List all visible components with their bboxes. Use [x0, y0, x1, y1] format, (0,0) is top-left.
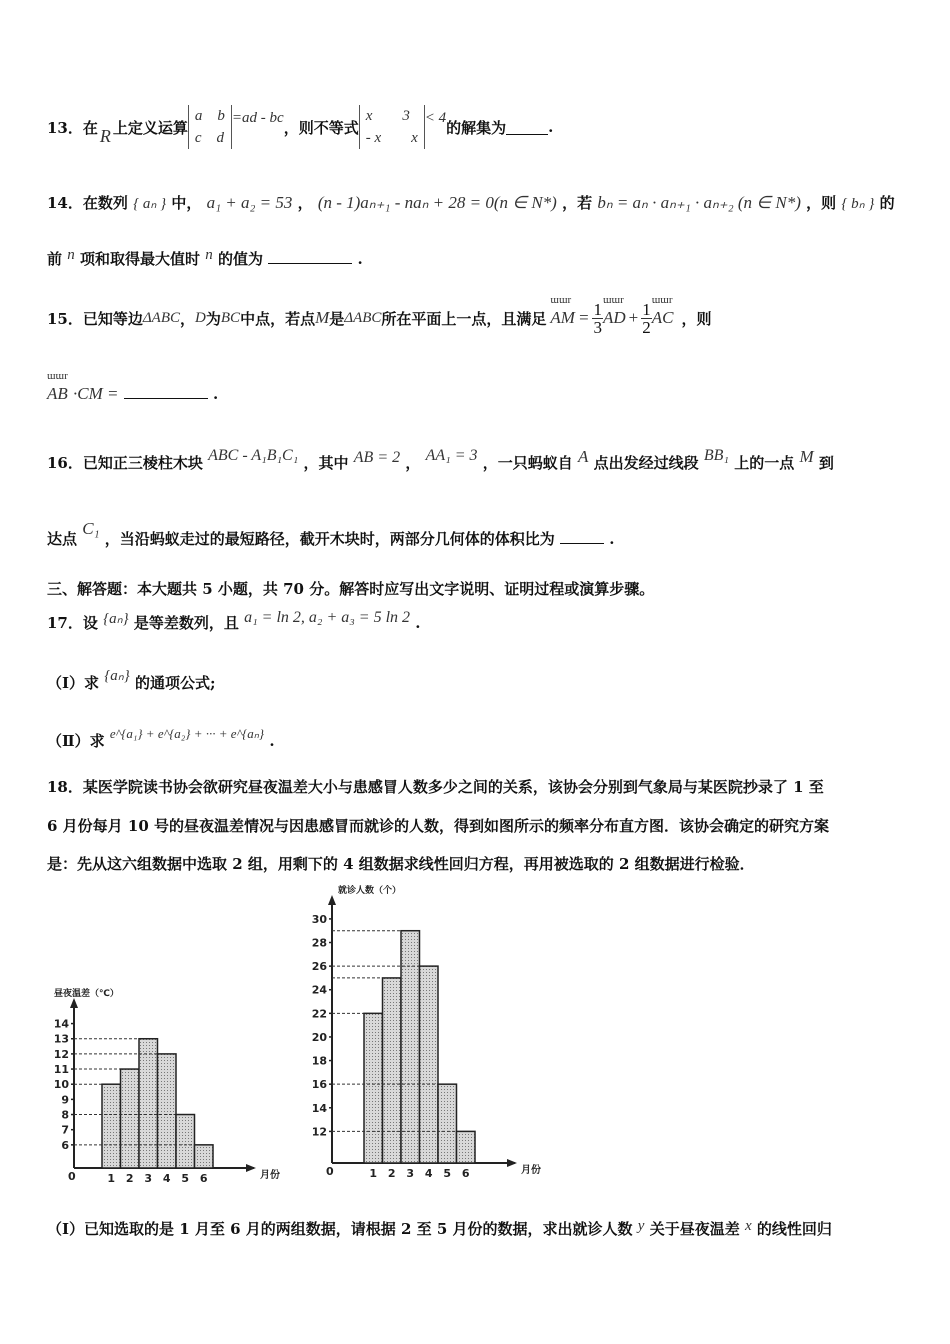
vector-am: ɯɯr AM: [550, 308, 575, 328]
q15-equals: =: [577, 308, 590, 327]
y-axis-label: 就诊人数（个）: [338, 886, 402, 896]
y-tick-label: 7: [61, 1123, 69, 1137]
q17-part1-text: 的通项公式;: [134, 674, 216, 692]
q18-part1-text3: 的线性回归: [756, 1220, 832, 1238]
q17-condition: a₁ = ln 2, a₂ + a₃ = 5 ln 2: [244, 609, 411, 626]
q14-text3: ，则: [806, 194, 837, 212]
x-tick-label: 5: [181, 1172, 190, 1185]
temperature-chart: [44, 970, 284, 1190]
q15-triangle: ΔABC: [142, 309, 181, 326]
q17-text: 是等差数列，且: [133, 614, 239, 632]
x-tick-label: 2: [387, 1167, 396, 1180]
q13-less-than: < 4: [424, 109, 447, 126]
q13-text3: 的解集为: [446, 118, 507, 137]
q14-recurrence: (n - 1)aₙ₊₁ - naₙ + 28 = 0(n ∈ N*): [317, 193, 557, 212]
question-18-part1: [47, 1218, 832, 1239]
bar: [401, 931, 420, 1163]
question-13: [47, 102, 553, 152]
y-tick-label: 11: [53, 1063, 69, 1077]
y-tick-label: 18: [311, 1054, 327, 1068]
y-tick-label: 16: [311, 1078, 327, 1092]
q13-period: .: [548, 118, 554, 136]
q17-period: .: [269, 732, 275, 750]
question-14-line2: [47, 248, 363, 269]
x-tick-label: 1: [369, 1167, 378, 1180]
question-15: [47, 290, 711, 346]
q15-comma: ，: [180, 309, 196, 328]
q16-point-m: M: [799, 447, 814, 466]
q14-number: 14．在数列: [47, 194, 128, 212]
q15-point-m: M: [315, 308, 330, 327]
vector-ac: ɯɯr AC: [652, 308, 674, 328]
bar: [158, 1054, 177, 1168]
q17-period: .: [415, 614, 421, 632]
q14-text7: 的值为: [217, 250, 263, 268]
q16-text7: ，当沿蚂蚁走过的最短路径，截开木块时，两部分几何体的体积比为: [104, 530, 555, 548]
y-axis-arrow: [70, 998, 78, 1008]
y-tick-label: 30: [311, 912, 327, 926]
q16-ab: AB = 2: [353, 449, 401, 466]
bar: [457, 1131, 476, 1163]
answer-blank[interactable]: [268, 249, 352, 264]
q14-sequence: { aₙ }: [133, 196, 167, 212]
y-tick-label: 12: [53, 1047, 69, 1061]
q16-prism: ABC - A₁B₁C₁: [208, 447, 299, 464]
bar: [438, 1084, 457, 1163]
q15-period: .: [212, 385, 219, 403]
x-tick-label: 6: [461, 1167, 470, 1180]
q14-bn-def: bₙ = aₙ · aₙ₊₁ · aₙ₊₂ (n ∈ N*): [597, 193, 801, 212]
q15-point-d: D: [195, 309, 206, 326]
fraction-one-half: $\frac{1}{2}$: [642, 299, 651, 337]
question-15-line2: [47, 384, 218, 404]
q15-text3: 是: [329, 309, 345, 328]
question-17-part2: [47, 726, 275, 751]
q18-var-y: y: [637, 1218, 645, 1234]
question-18-line1: 18．某医学院读书协会欲研究昼夜温差大小与患感冒人数多少之间的关系，该协会分别到气象局与某医院抄录了 1 至: [47, 778, 824, 796]
q17-part1-seq: {aₙ}: [104, 668, 130, 684]
question-18-line2: 6 月份每月 10 号的昼夜温差情况与因患感冒而就诊的人数，得到如图所示的频率分布直方图．该协会确定的研究方案: [47, 817, 829, 835]
origin-label: 0: [68, 1170, 76, 1183]
question-16-line2: [47, 519, 615, 549]
q14-text6: 项和取得最大值时: [79, 250, 200, 268]
section-heading: 三、解答题：本大题共 5 小题，共 70 分。解答时应写出文字说明、证明过程或演算步骤。: [47, 580, 655, 598]
bar: [176, 1115, 195, 1168]
bar: [195, 1145, 214, 1168]
x-tick-label: 4: [424, 1167, 433, 1180]
question-14: [47, 192, 895, 213]
q18-part1-text2: 关于昼夜温差: [649, 1220, 740, 1238]
x-axis-arrow: [507, 1159, 517, 1167]
q15-number: 15．已知等边: [47, 309, 143, 328]
x-tick-label: 5: [443, 1167, 452, 1180]
q18-var-x: x: [744, 1218, 752, 1234]
y-tick-label: 6: [61, 1138, 69, 1152]
q14-n2: n: [205, 247, 213, 263]
q13-text2: ，则不等式: [283, 118, 359, 137]
x-axis-arrow: [246, 1164, 256, 1172]
q16-text6: 达点: [47, 530, 78, 548]
q15-triangle2: ΔABC: [344, 309, 382, 326]
y-tick-label: 9: [61, 1093, 69, 1107]
q16-point-a: A: [577, 447, 589, 466]
q14-text4: 的: [879, 194, 895, 212]
q14-text5: 前: [47, 250, 63, 268]
q17-part2-label: （Ⅱ）求: [47, 732, 105, 750]
q14-n: n: [67, 247, 75, 263]
q14-bn: { bₙ }: [841, 196, 875, 212]
y-axis-arrow: [328, 895, 336, 905]
q16-aa1: AA₁ = 3: [425, 447, 478, 464]
q17-sequence: {aₙ}: [103, 611, 129, 627]
q18-part1-text: （Ⅰ）已知选取的是 1 月至 6 月的两组数据，请根据 2 至 5 月份的数据，求出就诊人数: [47, 1220, 633, 1238]
q16-text2: ，一只蚂蚁自: [482, 454, 573, 472]
y-tick-label: 12: [311, 1125, 327, 1139]
y-tick-label: 28: [311, 936, 327, 950]
patients-chart: [300, 885, 550, 1190]
x-tick-label: 6: [199, 1172, 208, 1185]
y-tick-label: 24: [311, 983, 327, 997]
origin-label: 0: [326, 1165, 334, 1178]
x-tick-label: 4: [162, 1172, 171, 1185]
q16-text4: 上的一点: [734, 454, 795, 472]
fraction-one-third: $\frac{1}{3}$: [593, 299, 602, 337]
answer-blank[interactable]: [506, 120, 548, 135]
x-tick-label: 3: [144, 1172, 153, 1185]
vector-ab: ɯɯr AB: [47, 384, 68, 404]
bar: [364, 1013, 383, 1163]
vector-ad: ɯɯr AD: [603, 308, 626, 328]
q13-determinant: a b c d: [188, 105, 232, 149]
y-tick-label: 10: [53, 1078, 69, 1092]
y-tick-label: 8: [61, 1108, 69, 1122]
q13-number: 13．在: [47, 118, 98, 137]
q16-text: ，其中: [303, 454, 349, 472]
question-17-part1: [47, 668, 216, 693]
q16-text3: 点出发经过线段: [593, 454, 699, 472]
q13-definition: =ad - bc: [231, 109, 284, 126]
q15-plus: +: [628, 308, 639, 327]
bar: [383, 978, 402, 1163]
q14-condition1: a₁ + a₂ = 53: [206, 193, 293, 212]
q17-part2-sum: e^{a₁} + e^{a₂} + ··· + e^{aₙ}: [109, 726, 265, 741]
bar: [102, 1084, 121, 1168]
y-tick-label: 13: [53, 1032, 69, 1046]
q16-text5: 到: [818, 454, 834, 472]
q15-text5: ，则: [681, 309, 712, 328]
x-tick-label: 1: [107, 1172, 116, 1185]
q15-segment-bc: BC: [220, 309, 241, 326]
bar: [139, 1039, 158, 1168]
q15-text4: 所在平面上一点，且满足: [381, 309, 547, 328]
y-tick-label: 26: [311, 960, 327, 974]
q13-set-r: R: [99, 125, 111, 146]
q14-period: .: [357, 250, 363, 268]
question-16: [47, 447, 834, 473]
bar: [420, 966, 439, 1163]
q15-text: 为: [205, 309, 221, 328]
vector-cm: ·CM =: [73, 384, 119, 403]
q16-segment-bb1: BB₁: [703, 447, 729, 464]
q16-period: .: [609, 530, 615, 548]
q15-text2: 中点，若点: [240, 309, 316, 328]
q13-text: 上定义运算: [112, 118, 188, 137]
y-tick-label: 14: [311, 1101, 327, 1115]
q13-inequality-det: x 3 - x x: [359, 105, 425, 149]
bar: [121, 1069, 140, 1168]
y-axis-label: 昼夜温差（℃）: [54, 989, 119, 999]
y-tick-label: 14: [53, 1017, 69, 1031]
x-tick-label: 2: [125, 1172, 134, 1185]
question-17: [47, 609, 421, 633]
q15-vector-equation: [550, 301, 673, 336]
q16-comma: ，: [405, 454, 421, 472]
q17-part1-label: （Ⅰ）求: [47, 674, 100, 692]
q14-text2: ，若: [562, 194, 593, 212]
q16-point-c1: C₁: [82, 519, 100, 538]
q14-text: 中，: [171, 194, 202, 212]
x-tick-label: 3: [406, 1167, 415, 1180]
answer-blank[interactable]: [124, 384, 208, 399]
x-axis-label: 月份: [521, 1165, 541, 1176]
x-axis-label: 月份: [260, 1170, 280, 1181]
y-tick-label: 20: [311, 1030, 327, 1044]
y-tick-label: 22: [311, 1007, 327, 1021]
q17-number: 17．设: [47, 614, 98, 632]
question-18-line3: 是：先从这六组数据中选取 2 组，用剩下的 4 组数据求线性回归方程，再用被选取的 2 组数据进行检验．: [47, 855, 755, 873]
q14-comma: ，: [297, 194, 313, 212]
q16-number: 16．已知正三棱柱木块: [47, 454, 203, 472]
answer-blank[interactable]: [560, 529, 604, 544]
